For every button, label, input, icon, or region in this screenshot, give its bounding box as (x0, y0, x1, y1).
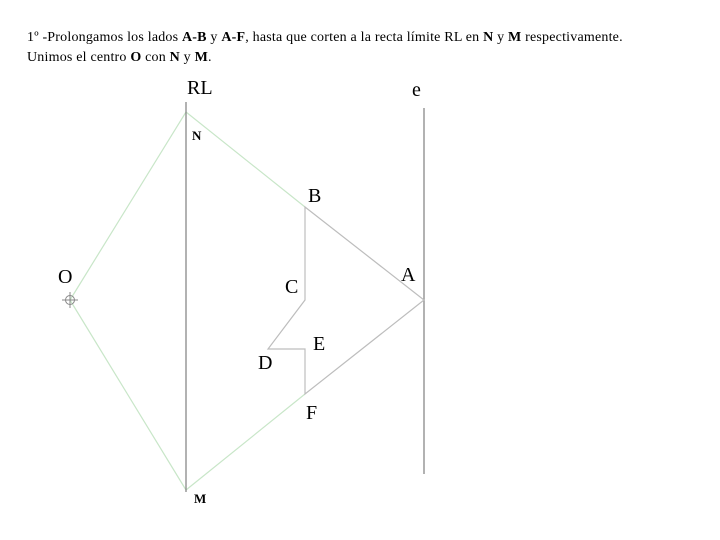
caption-text: Unimos el centro (27, 50, 131, 65)
caption-side-ab: A-B (181, 30, 207, 45)
caption-point-m: M (508, 30, 522, 45)
label-o: O (58, 266, 73, 288)
label-e: e (412, 79, 421, 101)
line-o-n (70, 112, 186, 300)
caption-point-n: N (483, 30, 494, 45)
label-e-point: E (313, 333, 326, 355)
caption-text: y (493, 30, 508, 45)
line-m-f (186, 394, 305, 490)
label-f: F (306, 402, 318, 424)
caption-point-o: O (130, 50, 142, 65)
caption-text: respectivamente. (521, 30, 623, 45)
caption-text: , hasta que corten a la recta límite RL en (245, 30, 484, 45)
center-marker-icon (62, 292, 78, 308)
label-m: M (194, 491, 207, 506)
line-n-b (186, 112, 305, 207)
caption-text: 1º -Prolongamos los lados (27, 30, 182, 45)
caption-point-m: M (194, 50, 208, 65)
caption-text: y (179, 50, 195, 65)
line-o-m (70, 300, 186, 490)
label-a: A (401, 264, 416, 286)
figure-polygon (268, 207, 424, 394)
caption-text: . (207, 50, 212, 65)
caption-point-n: N (169, 50, 180, 65)
label-rl: RL (187, 77, 213, 99)
label-b: B (308, 185, 322, 207)
caption-text: con (141, 50, 170, 65)
label-c: C (285, 276, 299, 298)
construction-lines (70, 112, 305, 490)
label-d: D (258, 352, 273, 374)
label-n: N (192, 128, 202, 143)
caption-side-af: A-F (221, 30, 246, 45)
caption-text: y (206, 30, 222, 45)
